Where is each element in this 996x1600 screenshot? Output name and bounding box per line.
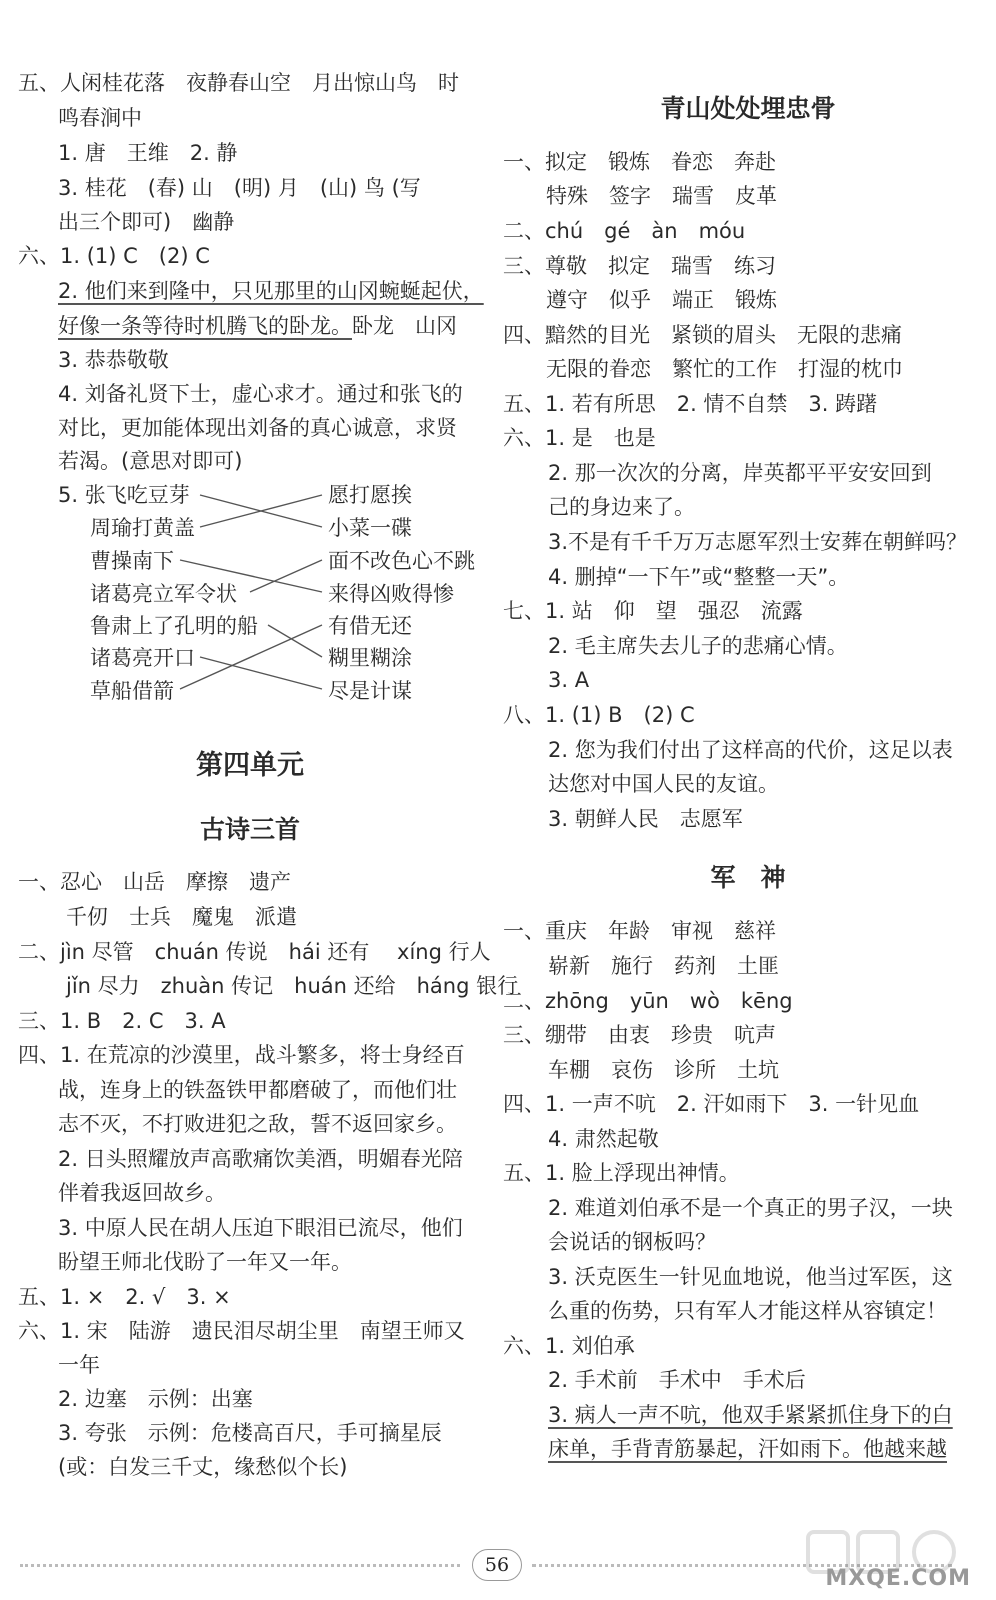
js-answer-6-underlined-line4: 床单，手背青筋暴起，汗如雨下。他越来越 bbox=[548, 1437, 947, 1461]
unit-title: 第四单元 bbox=[196, 750, 304, 781]
poem-answer-4-line6: 3. 中原人民在胡人压迫下眼泪已流尽，他们 bbox=[58, 1216, 463, 1240]
js-answer-5-line1: 五、1. 脸上浮现出神情。 bbox=[503, 1161, 740, 1185]
answer-6-line6: 对比，更加能体现出刘备的真心诚意，求贤 bbox=[58, 416, 457, 440]
qs-answer-4-line2: 无限的眷恋 繁忙的工作 打湿的枕巾 bbox=[546, 357, 903, 381]
qs-answer-5: 五、1. 若有所思 2. 情不自禁 3. 踌躇 bbox=[503, 392, 878, 416]
poem-answer-4-line5: 伴着我返回故乡。 bbox=[58, 1181, 226, 1205]
js-answer-1-line2: 崭新 施行 药剂 土匪 bbox=[548, 954, 779, 978]
js-answer-3-line2: 车棚 哀伤 诊所 土坑 bbox=[548, 1058, 779, 1082]
poem-answer-6-line5: (或：白发三千丈，缘愁似个长) bbox=[58, 1455, 348, 1479]
answer-6-line5: 4. 刘备礼贤下士，虚心求才。通过和张飞的 bbox=[58, 382, 463, 406]
poem-answer-2-line2: jǐn 尽力 zhuàn 传记 huán 还给 háng 银行 bbox=[66, 974, 519, 998]
underlined-text: 好像一条等待时机腾飞的卧龙。 bbox=[58, 314, 352, 338]
match-left-item: 草船借箭 bbox=[90, 679, 174, 703]
js-answer-6-underlined-line3: 3. 病人一声不吭，他双手紧紧抓住身下的白 bbox=[548, 1403, 953, 1427]
poem-section-title: 古诗三首 bbox=[199, 815, 300, 844]
poem-answer-4-line4: 2. 日头照耀放声高歌痛饮美酒，明媚春光陪 bbox=[58, 1147, 463, 1171]
match-right-item: 尽是计谋 bbox=[328, 679, 412, 703]
qs-answer-6-line3: 己的身边来了。 bbox=[548, 495, 695, 519]
qs-answer-1-line2: 特殊 签字 瑞雪 皮革 bbox=[546, 184, 777, 208]
poem-answer-6-line3: 2. 边塞 示例：出塞 bbox=[58, 1387, 253, 1411]
qs-answer-8-line3: 达您对中国人民的友谊。 bbox=[548, 772, 779, 796]
qs-answer-2: 二、chú gé àn móu bbox=[503, 219, 746, 243]
js-answer-5-line3: 会说话的钢板吗？ bbox=[548, 1230, 716, 1254]
js-answer-1-line1: 一、重庆 年龄 审视 慈祥 bbox=[503, 919, 776, 943]
watermark-text: MXQE.COM bbox=[825, 1566, 971, 1591]
qs-answer-6-line1: 六、1. 是 也是 bbox=[503, 426, 656, 450]
js-answer-3-line1: 三、绷带 由衷 珍贵 吭声 bbox=[503, 1023, 776, 1047]
match-left-item: 诸葛亮开口 bbox=[90, 646, 195, 670]
poem-answer-6-line2: 一年 bbox=[58, 1353, 100, 1377]
qs-answer-6-line4: 3.不是有千千万万志愿军烈士安葬在朝鲜吗？ bbox=[548, 530, 968, 554]
page-number: 56 bbox=[472, 1549, 522, 1581]
lesson-title-qingshan: 青山处处埋忠骨 bbox=[660, 94, 836, 123]
qs-answer-8-line4: 3. 朝鲜人民 志愿军 bbox=[548, 807, 743, 831]
qs-answer-7-line1: 七、1. 站 仰 望 强忍 流露 bbox=[503, 599, 803, 623]
lesson-title-junshen: 军 神 bbox=[710, 863, 786, 892]
match-right-item: 愿打愿挨 bbox=[328, 483, 412, 507]
qs-answer-6-line2: 2. 那一次次的分离，岸英都平平安安回到 bbox=[548, 461, 932, 485]
answer-6-line1: 六、1. (1) C (2) C bbox=[18, 244, 210, 268]
answer-6-line7: 若渴。(意思对即可) bbox=[58, 449, 243, 473]
qs-answer-8-line1: 八、1. (1) B (2) C bbox=[503, 703, 695, 727]
js-answer-6-line1: 六、1. 刘伯承 bbox=[503, 1334, 635, 1358]
answer-5-line1: 五、人闲桂花落 夜静春山空 月出惊山鸟 时 bbox=[18, 71, 459, 95]
poem-answer-2-line1: 二、jìn 尽管 chuán 传说 hái 还有 xíng 行人 bbox=[18, 940, 491, 964]
answer-5-line2: 鸣春涧中 bbox=[58, 106, 142, 130]
connector-line bbox=[180, 560, 322, 592]
match-left-item: 5. 张飞吃豆芽 bbox=[58, 483, 190, 507]
js-answer-5-line4: 3. 沃克医生一针见血地说，他当过军医，这 bbox=[548, 1265, 953, 1289]
js-answer-6-line2: 2. 手术前 手术中 手术后 bbox=[548, 1368, 806, 1392]
match-right-item: 来得凶败得惨 bbox=[328, 582, 454, 606]
match-left-item: 鲁肃上了孔明的船 bbox=[90, 614, 258, 638]
footer-dotted-rule-left bbox=[20, 1564, 460, 1567]
connector-line bbox=[250, 560, 322, 592]
poem-answer-5: 五、1. × 2. √ 3. × bbox=[18, 1285, 231, 1309]
answer-5-line4: 3. 桂花 (春) 山 (明) 月 (山) 鸟 (写 bbox=[58, 176, 421, 200]
js-answer-5-line2: 2. 难道刘伯承不是一个真正的男子汉，一块 bbox=[548, 1196, 953, 1220]
answer-5-line5: 出三个即可) 幽静 bbox=[58, 210, 235, 234]
poem-answer-4-line1: 四、1. 在荒凉的沙漠里，战斗繁多，将士身经百 bbox=[18, 1043, 465, 1067]
poem-answer-4-line7: 盼望王师北伐盼了一年又一年。 bbox=[58, 1250, 352, 1274]
qs-answer-6-line5: 4. 删掉“一下午”或“整整一天”。 bbox=[548, 565, 850, 589]
js-answer-4-line1: 四、1. 一声不吭 2. 汗如雨下 3. 一针见血 bbox=[503, 1092, 920, 1116]
match-right-item: 糊里糊涂 bbox=[328, 646, 412, 670]
js-answer-2: 二、zhōng yūn wò kēng bbox=[503, 989, 793, 1013]
qs-answer-3-line2: 遵守 似乎 端正 锻炼 bbox=[546, 288, 777, 312]
match-right-item: 小菜一碟 bbox=[328, 516, 412, 540]
match-left-item: 诸葛亮立军令状 bbox=[90, 582, 237, 606]
match-left-item: 曹操南下 bbox=[90, 549, 174, 573]
answer-6-line4: 3. 恭恭敬敬 bbox=[58, 348, 169, 372]
answer-6-line3-tail: 卧龙 山冈 bbox=[352, 314, 457, 338]
connector-line bbox=[200, 657, 322, 689]
qs-answer-3-line1: 三、尊敬 拟定 瑞雪 练习 bbox=[503, 254, 776, 278]
qs-answer-7-line2: 2. 毛主席失去儿子的悲痛心情。 bbox=[548, 634, 848, 658]
poem-answer-3: 三、1. B 2. C 3. A bbox=[18, 1009, 226, 1033]
match-left-item: 周瑜打黄盖 bbox=[90, 516, 195, 540]
poem-answer-4-line3: 志不灭，不打败进犯之敌，誓不返回家乡。 bbox=[58, 1112, 457, 1136]
qs-answer-4-line1: 四、黯然的目光 紧锁的眉头 无限的悲痛 bbox=[503, 323, 902, 347]
js-answer-5-line5: 么重的伤势，只有军人才能这样从容镇定！ bbox=[548, 1299, 947, 1323]
poem-answer-1-line1: 一、忍心 山岳 摩擦 遗产 bbox=[18, 870, 291, 894]
poem-answer-4-line2: 战，连身上的铁盔铁甲都磨破了，而他们壮 bbox=[58, 1078, 457, 1102]
qs-answer-7-line3: 3. A bbox=[548, 668, 590, 692]
answer-6-underlined-sentence: 2. 他们来到隆中，只见那里的山冈蜿蜒起伏， bbox=[58, 279, 484, 303]
match-right-item: 有借无还 bbox=[328, 614, 412, 638]
qs-answer-1-line1: 一、拟定 锻炼 眷恋 奔赴 bbox=[503, 150, 776, 174]
poem-answer-6-line4: 3. 夸张 示例：危楼高百尺，手可摘星辰 bbox=[58, 1421, 442, 1445]
poem-answer-6-line1: 六、1. 宋 陆游 遗民泪尽胡尘里 南望王师又 bbox=[18, 1319, 465, 1343]
js-answer-4-line2: 4. 肃然起敬 bbox=[548, 1127, 659, 1151]
qs-answer-8-line2: 2. 您为我们付出了这样高的代价，这足以表 bbox=[548, 738, 953, 762]
answer-5-line3: 1. 唐 王维 2. 静 bbox=[58, 141, 238, 165]
poem-answer-1-line2: 千仞 士兵 魔鬼 派遣 bbox=[66, 905, 297, 929]
match-right-item: 面不改色心不跳 bbox=[328, 549, 475, 573]
connector-line bbox=[268, 625, 322, 657]
